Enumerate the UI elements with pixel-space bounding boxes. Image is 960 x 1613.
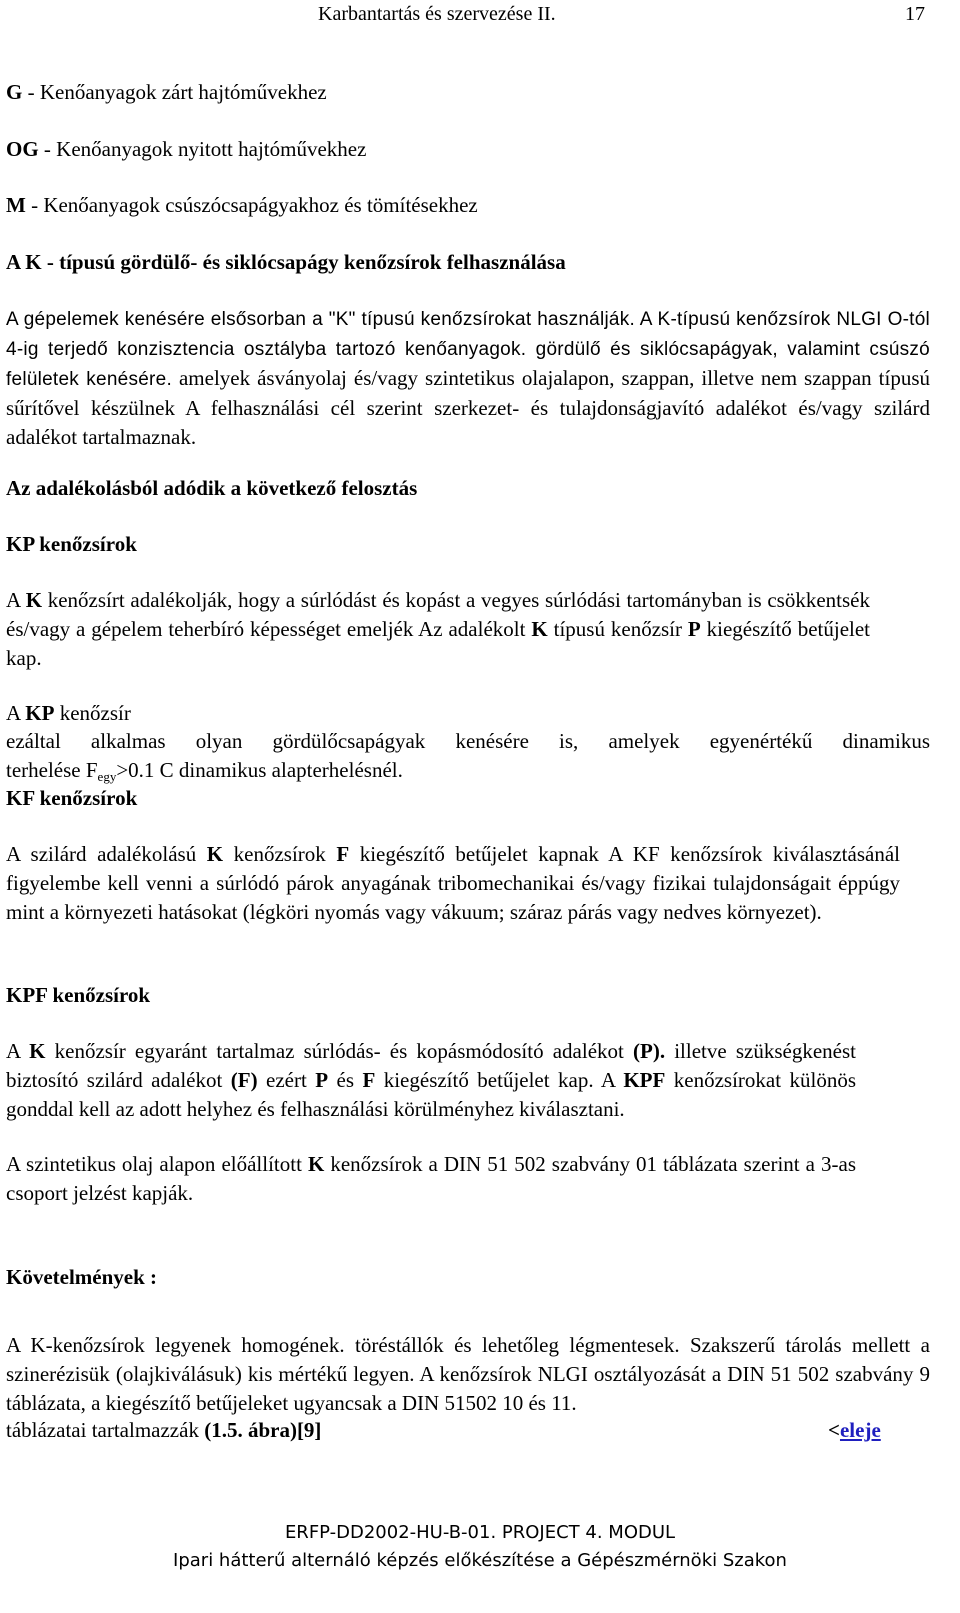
section-k-para-sans: A gépelemek kenésére elsősorban a "K" típusú kenőzsírokat használják. A K-típusú kenőzsírok NLGI O-tól 4-ig terjedő konzisztencia osztályba tartozó kenőanyagok. gördülő és siklócsapágyak, valamint csúszó felületek kenésére. bbox=[6, 309, 930, 390]
header-title: Karbantartás és szervezése II. bbox=[318, 3, 556, 25]
section-k-paragraph bbox=[6, 304, 930, 452]
item-m bbox=[6, 191, 478, 220]
item-code: M bbox=[6, 193, 26, 217]
link-prefix: < bbox=[828, 1418, 840, 1442]
top-link[interactable]: eleje bbox=[839, 1418, 881, 1442]
page-number: 17 bbox=[905, 3, 925, 25]
kpf-paragraph: A K kenőzsír egyaránt tartalmaz súrlódás- és kopásmódosító adalékot (P). illetve szükségkenést biztosító szilárd adalékot (F) ezért P és F kiegészítő betűjelet kap. A KPF kenőzsírokat különös gonddal kell az adott helyhez és felhasználási körülményhez kiválasztani. bbox=[6, 1039, 857, 1121]
kp-heading: KP kenőzsírok bbox=[6, 532, 137, 556]
item-code: G bbox=[6, 80, 23, 104]
footer-line-1: ERFP-DD2002-HU-B-01. PROJECT 4. MODUL bbox=[284, 1522, 676, 1543]
kp-line-3: ezáltal alkalmas olyan gördülőcsapágyak kenésére is, amelyek egyenértékű dinamikus bbox=[6, 729, 930, 753]
section-k-para-serif: amelyek ásványolaj és/vagy szintetikus olajalapon, szappan, illetve nem szappan típusú sűrítővel készülnek A felhasználási cél szerint szerkezet- és tulajdonságjavító adalékot és/vagy szilárd adalékot tartalmaznak. bbox=[6, 366, 930, 449]
requirements-last-line: táblázatai tartalmazzák (1.5. ábra)[9] bbox=[6, 1418, 322, 1442]
back-to-top bbox=[828, 1416, 881, 1445]
footer-line-2: Ipari hátterű alternáló képzés előkészítése a Gépészmérnöki Szakon bbox=[173, 1550, 787, 1571]
item-code: OG bbox=[6, 137, 39, 161]
item-text: - Kenőanyagok zárt hajtóművekhez bbox=[22, 80, 327, 104]
requirements-paragraph: A K-kenőzsírok legyenek homogének. töréstállók és lehetőleg légmentesek. Szakszerű tárolás mellett a szinerézisük (olajkiválásuk) kis mértékű legyen. A kenőzsírok NLGI osztályozását a DIN 51 502 szabvány 9 táblázata, a kiegészítő betűjeleket ugyancsak a DIN 51502 10 és 11. bbox=[6, 1333, 930, 1415]
kpf-synthetic-paragraph: A szintetikus olaj alapon előállított K kenőzsírok a DIN 51 502 szabvány 01 táblázata szerint a 3-as csoport jelzést kapják. bbox=[6, 1152, 857, 1205]
kf-heading: KF kenőzsírok bbox=[6, 786, 138, 810]
requirements-heading: Követelmények : bbox=[6, 1265, 158, 1289]
kp-line-2: A KP kenőzsír bbox=[6, 701, 131, 725]
kf-paragraph: A szilárd adalékolású K kenőzsírok F kiegészítő betűjelet kapnak A KF kenőzsírok kiválasztásánál figyelembe kell venni a súrlódó párok anyagának tribomechanikai és/vagy fizikai tulajdonságait éppúgy mint a környezeti hatásokat (légköri nyomás vagy vákuum; száraz párás vagy nedves környezet). bbox=[6, 842, 900, 924]
kpf-heading: KPF kenőzsírok bbox=[6, 983, 151, 1007]
item-g bbox=[6, 78, 327, 107]
item-text: - Kenőanyagok nyitott hajtóművekhez bbox=[38, 137, 367, 161]
item-og bbox=[6, 135, 366, 164]
item-text: - Kenőanyagok csúszócsapágyakhoz és tömítésekhez bbox=[25, 193, 478, 217]
kp-paragraph: A K kenőzsírt adalékolják, hogy a súrlódást és kopást a vegyes súrlódási tartományban is csökkentsék és/vagy a gépelem teherbíró képességet emeljék Az adalékolt K típusú kenőzsír P kiegészítő betűjelet kap. bbox=[6, 588, 870, 670]
section-k-heading: A K - típusú gördülő- és siklócsapágy kenőzsírok felhasználása bbox=[6, 250, 566, 274]
kp-line-4: terhelése $F_{egy}>0.1$ C dinamikus alapterhelésnél. bbox=[6, 758, 403, 784]
division-heading: Az adalékolásból adódik a következő felosztás bbox=[6, 476, 418, 500]
